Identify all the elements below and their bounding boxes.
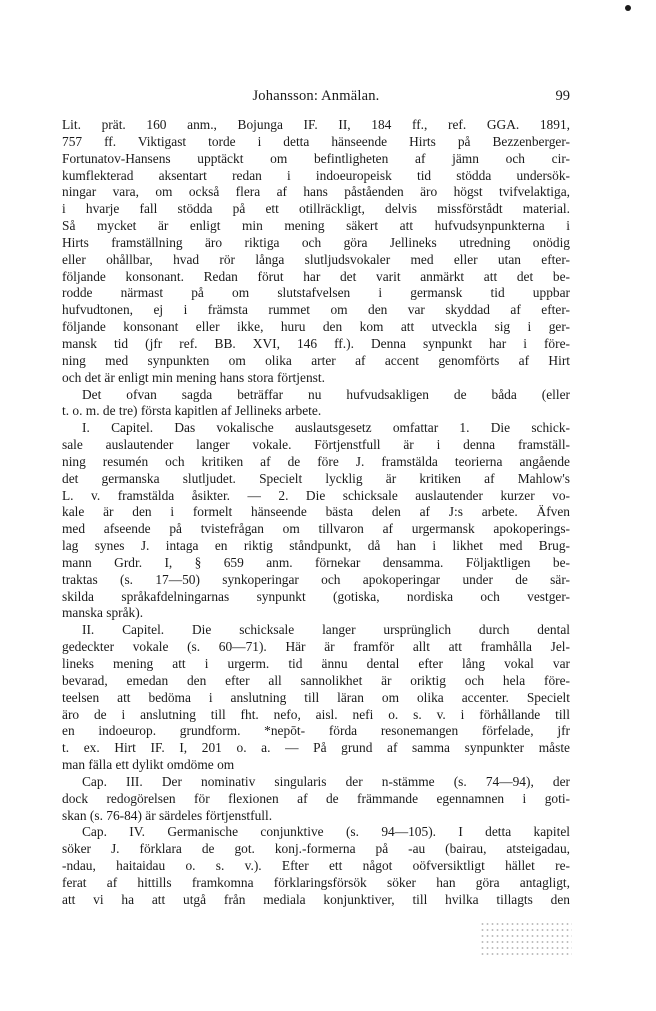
- running-title: Johansson: Anmälan.: [252, 88, 380, 104]
- text-line: ferat af hittills framkomna förklaringsförsök söker han göra antagligt,: [62, 874, 570, 890]
- text-line: sale auslautender langer vokale. Förtjenstfull är i denna framställ-: [62, 437, 570, 453]
- corner-ink-dot: [625, 5, 631, 11]
- text-line: Så mycket är enligt min mening säkert att hufvudsynpunkterna i: [62, 218, 570, 234]
- text-line: I. Capitel. Das vokalische auslautsgesetz omfattar 1. Die schick-: [82, 420, 570, 436]
- text-line: II. Capitel. Die schicksale langer ursprünglich durch dental: [82, 622, 570, 638]
- body-text: [62, 117, 570, 909]
- text-line: Det ofvan sagda beträffar nu hufvudsakligen de båda (eller: [82, 386, 570, 402]
- text-line: i hvarje fall stödda på ett otillräckligt, delvis missförstådt material.: [62, 201, 570, 217]
- text-line: lag synes J. intaga en riktig ståndpunkt, då han i likhet med Brug-: [62, 538, 570, 554]
- text-line: att vi ha att utgå från mediala konjunktiver, till hvilka tillagts den: [62, 891, 570, 907]
- text-line: bevarad, emedan den efter all sannolikhet är oriktig och hela före-: [62, 672, 570, 688]
- text-line: teelsen att bedöma i anslutning till läran om olika accenter. Specielt: [62, 689, 570, 705]
- text-line: äro de i anslutning till fht. nefo, aisl. nefi o. s. v. i förhållande till: [62, 706, 570, 722]
- text-line: Cap. IV. Germanische conjunktive (s. 94—105). I detta kapitel: [82, 824, 570, 840]
- text-line: skilda språkafdelningarnas synpunkt (gotiska, nordiska och vestger-: [62, 588, 570, 604]
- text-line: t. o. m. de tre) första kapitlen af Jellineks arbete.: [62, 403, 322, 419]
- text-line: gedeckter vokale (s. 60—71). Här är framför allt att framhålla Jel-: [62, 639, 570, 655]
- text-line: man fälla ett dylikt omdöme om: [62, 757, 235, 773]
- text-line: hufvudtonen, ej i främsta rummet om den var skyddad af efter-: [62, 302, 570, 318]
- text-line: en indoeurop. grundform. *nepōt- förda resonemangen förfelade, jfr: [62, 723, 570, 739]
- text-line: traktas (s. 17—50) synkoperingar och apokoperingar under de sär-: [62, 571, 570, 587]
- text-line: Hirts framställning äro riktiga och göra Jellineks utredning onödig: [62, 234, 570, 250]
- text-line: och det är enligt min mening hans stora förtjenst.: [62, 369, 325, 385]
- text-line: lineks mening att i urgerm. tid ännu dental efter lång vokal var: [62, 656, 570, 671]
- text-line: söker J. förklara de got. konj.-formerna på -au (bairau, atsteigadau,: [62, 841, 570, 857]
- text-line: -ndau, haitaidau o. s. v.). Efter ett något oöfversiktligt hället re-: [62, 858, 570, 874]
- text-line: ningar vara, om också flera af hans påståenden äro högst tvifvelaktiga,: [62, 184, 570, 200]
- text-line: ning resumén och kritiken af de före J. framstälda teorierna angående: [62, 453, 570, 469]
- text-line: följande konsonant eller ikke, huru den kom att utveckla sig i ger-: [62, 319, 570, 335]
- text-line: L. v. framstälda åsikter. — 2. Die schicksale auslautender kurzer vo-: [62, 487, 570, 503]
- text-line: t. ex. Hirt IF. I, 201 o. a. — På grund af samma synpunkter måste: [62, 740, 570, 756]
- text-line: mansk tid (jfr ref. BB. XVI, 146 ff.). Denna synpunkt har i före-: [62, 335, 570, 351]
- text-line: 757 ff. Viktigast torde i detta hänseende Hirts på Bezzenberger-: [62, 133, 570, 149]
- text-line: med afseende på tvistefrågan om tillvaron af urgermansk apokoperings-: [62, 521, 570, 537]
- text-line: kale är den i formelt hänseende bästa delen af J:s arbete. Äfven: [62, 504, 570, 520]
- ink-smudge: [480, 921, 572, 957]
- text-line: rodde närmast på om slutstafvelsen i germansk tid uppbar: [62, 285, 570, 301]
- text-line: ning med synpunkten om olika arter af accent genomförts af Hirt: [62, 352, 570, 368]
- text-line: det germanska slutljudet. Specielt lycklig är kritiken af Mahlow's: [62, 470, 570, 486]
- page-number: 99: [555, 88, 570, 104]
- running-head: [62, 88, 570, 108]
- text-line: följande konsonant. Redan förut har det varit anmärkt att det be-: [62, 268, 570, 284]
- text-line: manska språk).: [62, 605, 144, 621]
- text-line: skan (s. 76-84) är särdeles förtjenstfull.: [62, 807, 273, 823]
- text-line: Cap. III. Der nominativ singularis der n-stämme (s. 74—94), der: [82, 773, 570, 789]
- text-line: dock redogörelsen för flexionen af de främmande egennamnen i goti-: [62, 790, 570, 806]
- text-line: kumflekterad aksentart redan i indoeuropeisk tid stödda undersök-: [62, 167, 570, 183]
- text-line: mann Grdr. I, § 659 anm. förnekar densamma. Följaktligen be-: [62, 554, 570, 570]
- text-line: Fortunatov-Hansens upptäckt om befintligheten af jämn och cir-: [62, 150, 570, 166]
- text-line: Lit. prät. 160 anm., Bojunga IF. II, 184 ff., ref. GGA. 1891,: [62, 117, 570, 132]
- text-line: eller ohållbar, hvad rör långa slutljudsvokaler med eller utan efter-: [62, 251, 570, 267]
